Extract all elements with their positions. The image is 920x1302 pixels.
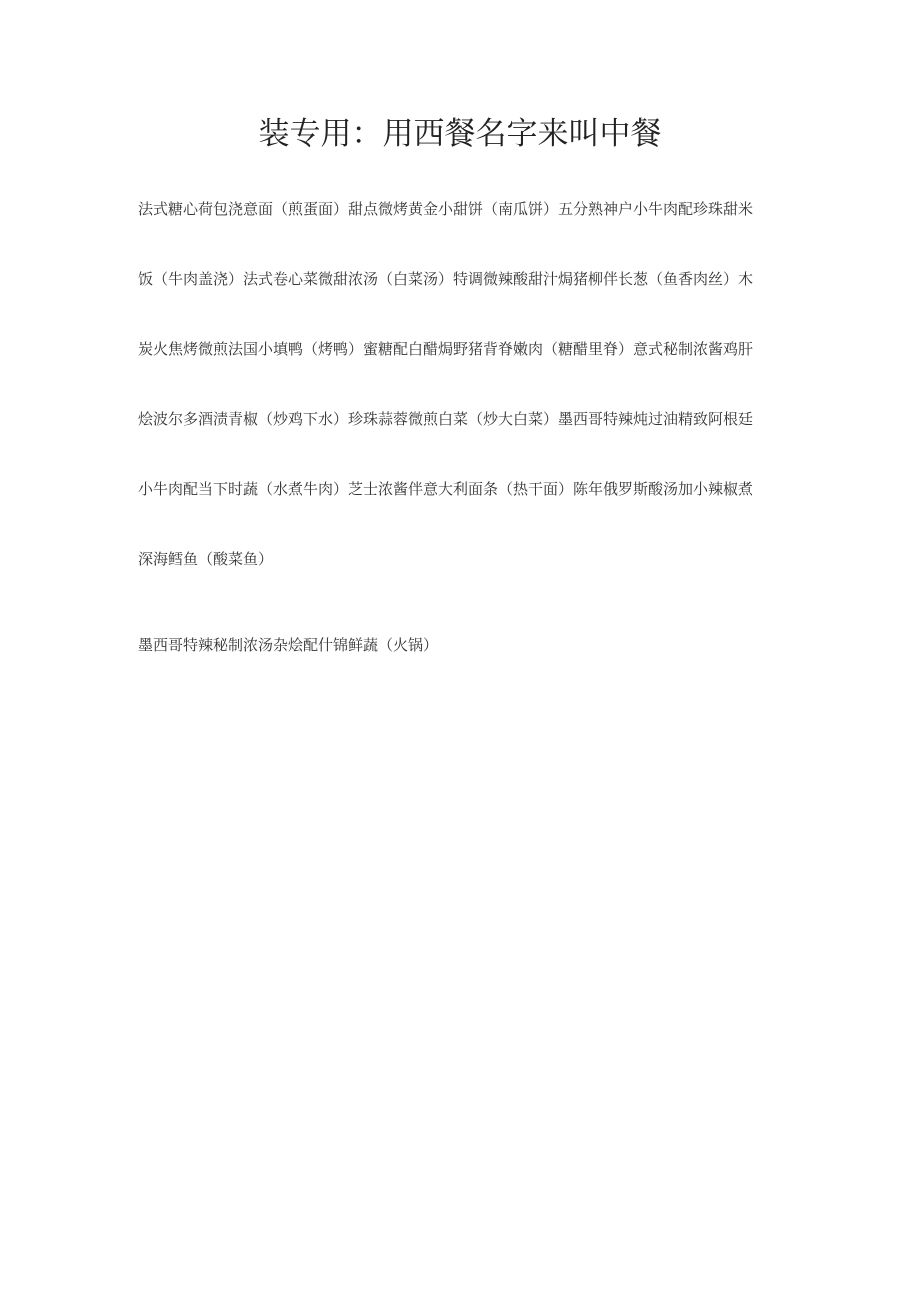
paragraph-line: 小牛肉配当下时蔬（水煮牛肉）芝士浓酱伴意大利面条（热干面）陈年俄罗斯酸汤加小辣椒煮 bbox=[138, 480, 754, 498]
paragraph-line: 法式糖心荷包浇意面（煎蛋面）甜点微烤黄金小甜饼（南瓜饼）五分熟神户小牛肉配珍珠甜米 bbox=[138, 200, 754, 218]
closing-line: 墨西哥特辣秘制浓汤杂烩配什锦鲜蔬（火锅） bbox=[138, 636, 439, 654]
paragraph-line: 深海鳕鱼（酸菜鱼） bbox=[138, 550, 274, 568]
document-title: 装专用：用西餐名字来叫中餐 bbox=[258, 116, 662, 152]
paragraph-line: 饭（牛肉盖浇）法式卷心菜微甜浓汤（白菜汤）特调微辣酸甜汁焗猪柳伴长葱（鱼香肉丝）木 bbox=[138, 270, 754, 288]
paragraph-line: 炭火焦烤微煎法国小填鸭（烤鸭）蜜糖配白醋焗野猪背脊嫩肉（糖醋里脊）意式秘制浓酱鸡肝 bbox=[138, 340, 754, 358]
paragraph-line: 烩波尔多酒渍青椒（炒鸡下水）珍珠蒜蓉微煎白菜（炒大白菜）墨西哥特辣炖过油精致阿根廷 bbox=[138, 410, 754, 428]
